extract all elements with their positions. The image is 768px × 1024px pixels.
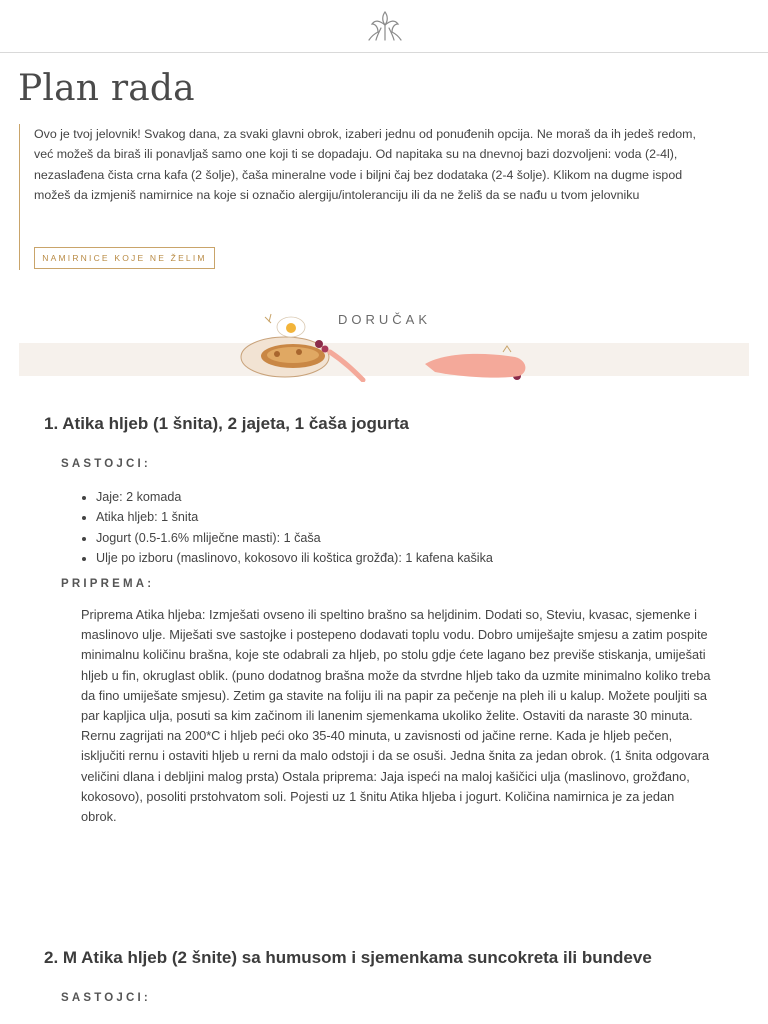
list-item: • Jaje: 2 komada [96, 487, 493, 507]
ingredients-list [62, 487, 493, 568]
meal-title: 2. M Atika hljeb (2 šnite) sa humusom i sjemenkama suncokreta ili bundeve [44, 948, 652, 967]
list-item: • Ulje po izboru (maslinovo, kokosovo ili koštica grožđa): 1 kafena kašika [96, 548, 493, 568]
intro-block [19, 124, 704, 270]
excluded-foods-button[interactable]: NAMIRNICE KOJE NE ŽELIM [34, 247, 215, 269]
ingredients-label: SASTOJCI: [61, 992, 151, 1004]
section-label-breakfast: DORUČAK [338, 312, 432, 327]
intro-text: Ovo je tvoj jelovnik! Svakog dana, za svaki glavni obrok, izaberi jednu od ponuđenih opcija. Ne moraš da ih jedeš redom, već možeš da biraš ili ponavljaš samo one koji ti se dopadaju. Od napitaka su na dnevnoj bazi dozvoljeni: voda (2-4l), nezaslađena čista crna kafa (2 šolje), čaša mineralne vode i biljni čaj bez dodataka (2-4 šolje). Klikom na dugme ispod možeš da izmjeniš namirnice na koje si označio alergiju/intoleranciju ili da ne želiš da se nađu u tvom jelovniku [34, 127, 696, 202]
preparation-text: Priprema Atika hljeba: Izmješati ovseno ili speltino brašno sa heljdinim. Dodati so, Steviu, kvasac, sjemenke i maslinovo ulje. Miješati sve sastojke i postepeno dodavati toplu vodu. Dobro umiješajte smjesu a zatim pospite minimalnu količinu brašna, koje ste odabrali za hljeb, po stolu gdje ćete lagano bez previše stiskanja, umiješati hljeb u fin, okruglast oblik. (puno dodatnog brašna može da stvrdne hljeb tako da uzmite minimalno koliko treba da fino umiješate smjesu). Zetim ga stavite na foliju ili na papir za pečenje na pleh ili u kalup. Možete pouljiti sa par kapljica ulja, posuti sa kim začinom ili lanenim sjemenkama ukoliko želite. Ostaviti da naraste 30 minuta. Rernu zagrijati na 200*C i hljeb peći oko 35-40 minuta, u zavisnosti od jačine rerne. Kada je hljeb pečen, isključiti rernu i ostaviti hljeb u rerni da malo odstoji i da se osuši. Jedna šnita za jedan obrok. (1 šnita odgovara veličini dlana i debljini malog prsta) Ostala priprema: Jaja ispeći na maloj kašičici ulja (maslinovo, grožđano, kokosovo), posoliti prstohvatom soli. Pojesti uz 1 šnitu Atika hljeba i jogurt. Količina namirnica je za jedan obrok. [81, 607, 711, 825]
top-header [0, 0, 768, 53]
ingredients-label: SASTOJCI: [61, 458, 151, 470]
lotus-hands-logo-icon[interactable] [365, 8, 405, 42]
preparation-label: PRIPREMA: [61, 578, 155, 590]
meal-title: 1. Atika hljeb (1 šnita), 2 jajeta, 1 čaša jogurta [44, 414, 410, 433]
list-item: • Jogurt (0.5-1.6% mliječne masti): 1 čaša [96, 528, 493, 548]
page-title: Plan rada [18, 68, 195, 109]
list-item: • Atika hljeb: 1 šnita [96, 507, 493, 527]
